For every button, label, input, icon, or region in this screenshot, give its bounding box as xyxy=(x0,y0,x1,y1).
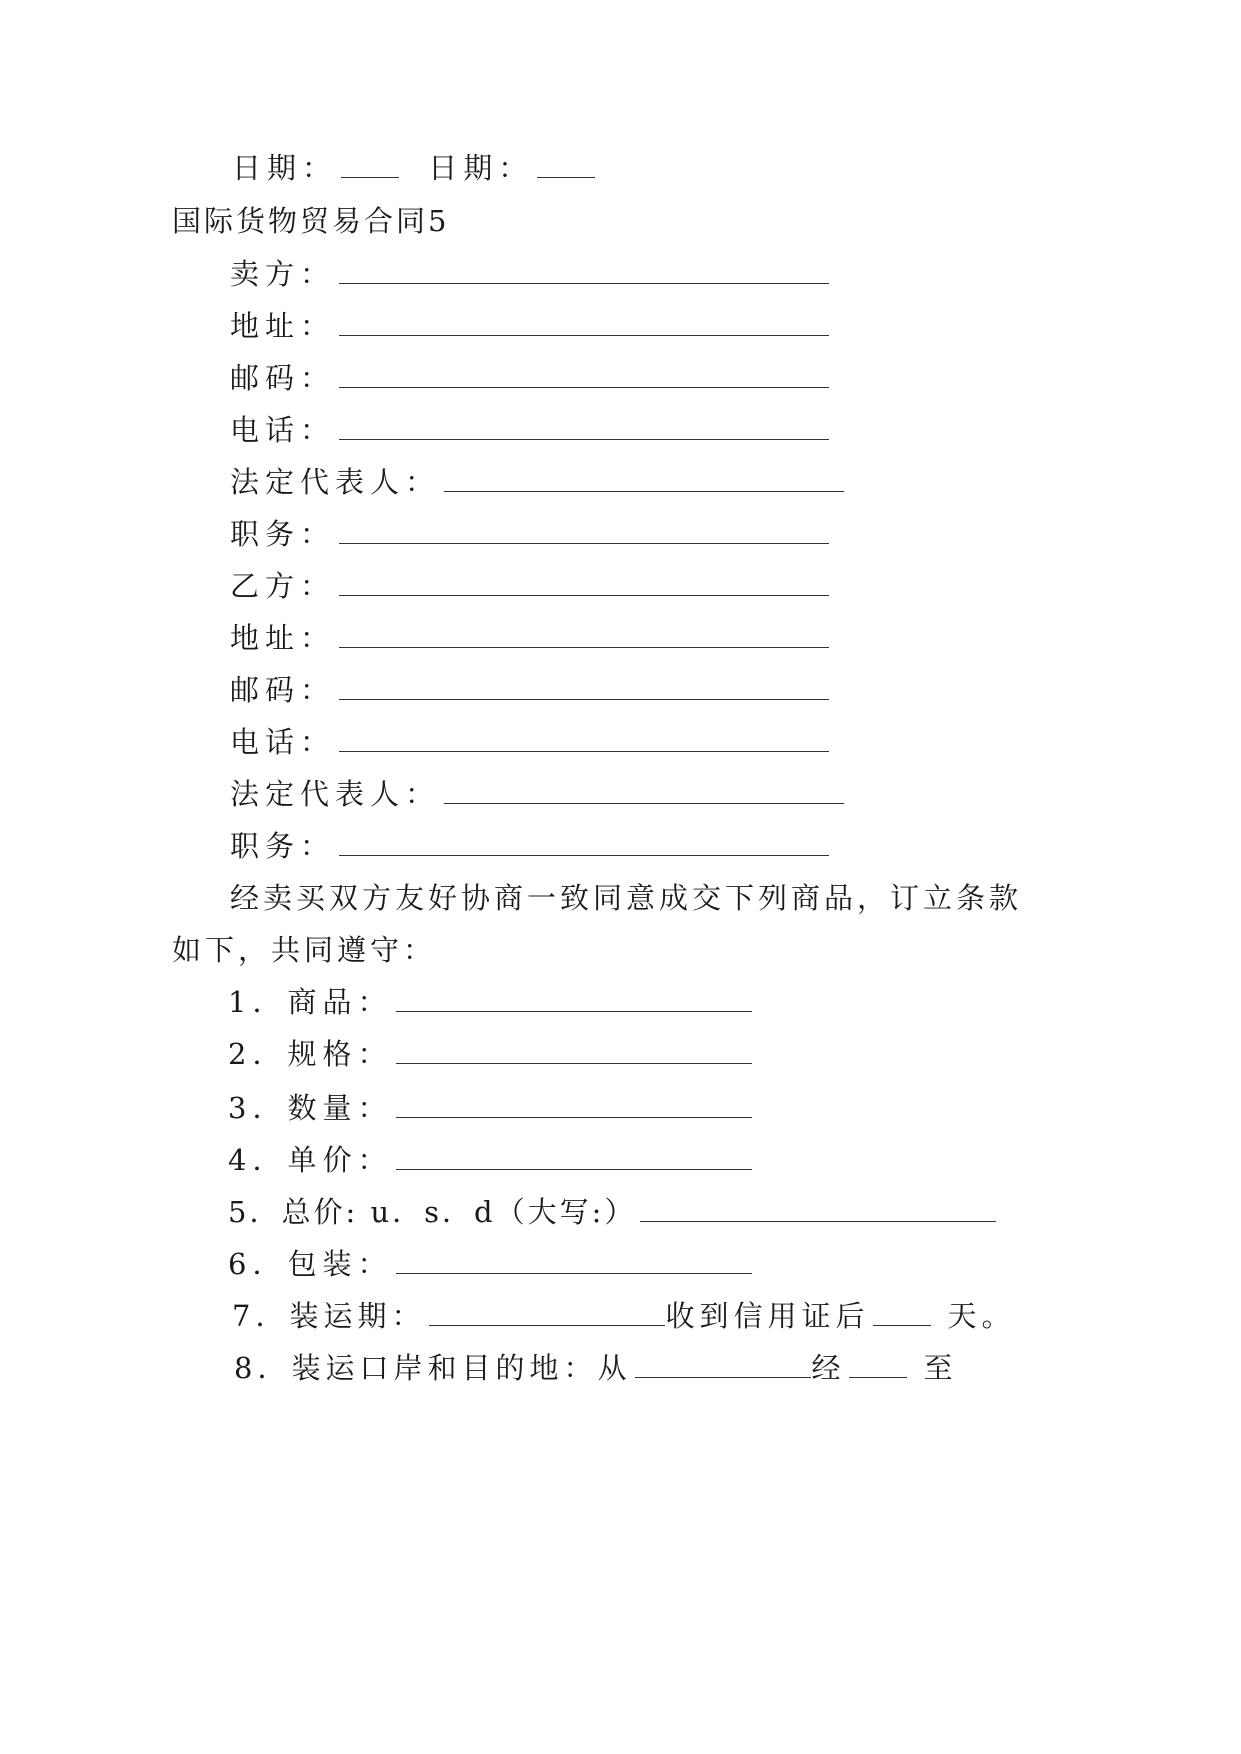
port-via-blank[interactable] xyxy=(849,1351,907,1378)
seller-address-row xyxy=(230,308,829,344)
clause-unit-price xyxy=(228,1142,752,1178)
unit-price-blank[interactable] xyxy=(396,1143,752,1170)
buyer-postcode-row xyxy=(230,672,829,708)
clause-text: 天。 xyxy=(947,1299,1016,1333)
seller-rep-row xyxy=(230,464,844,500)
shipment-days-blank[interactable] xyxy=(873,1299,931,1326)
clause-total-price xyxy=(228,1194,996,1230)
shipment-period-blank[interactable] xyxy=(429,1299,665,1326)
date-label-1: 日期： xyxy=(232,151,338,185)
clause-quantity xyxy=(228,1090,752,1126)
buyer-row xyxy=(230,568,829,604)
field-label: 法定代表人： xyxy=(230,465,441,499)
seller-blank[interactable] xyxy=(339,257,829,284)
field-label: 法定代表人： xyxy=(230,777,441,811)
seller-postcode-row xyxy=(230,360,829,396)
date-line xyxy=(232,150,595,186)
field-label: 电话： xyxy=(230,725,336,759)
clause-goods xyxy=(228,984,752,1020)
buyer-address-blank[interactable] xyxy=(339,621,829,648)
intro-line-2: 如下，共同遵守： xyxy=(172,933,437,967)
clause-label: 7．装运期： xyxy=(232,1299,426,1333)
field-label: 乙方： xyxy=(230,569,336,603)
clause-label: 8．装运口岸和目的地：从 xyxy=(234,1351,632,1385)
buyer-position-row xyxy=(230,828,829,864)
clause-label: 6．包装： xyxy=(228,1247,393,1281)
date-label-2: 日期： xyxy=(428,151,534,185)
field-label: 地址： xyxy=(230,621,336,655)
seller-position-blank[interactable] xyxy=(339,517,829,544)
clause-label: 4．单价： xyxy=(228,1143,393,1177)
field-label: 电话： xyxy=(230,413,336,447)
date-blank-2[interactable] xyxy=(537,151,595,178)
quantity-blank[interactable] xyxy=(396,1091,752,1118)
field-label: 邮码： xyxy=(230,673,336,707)
clause-label: 3．数量： xyxy=(228,1091,393,1125)
buyer-phone-row xyxy=(230,724,829,760)
clause-spec xyxy=(228,1036,752,1072)
field-label: 职务： xyxy=(230,829,336,863)
buyer-rep-row xyxy=(230,776,844,812)
buyer-rep-blank[interactable] xyxy=(444,777,844,804)
date-blank-1[interactable] xyxy=(341,151,399,178)
buyer-phone-blank[interactable] xyxy=(339,725,829,752)
clause-text: 收到信用证后 xyxy=(665,1299,870,1333)
clause-label: 5．总价: u．s．d（大写:） xyxy=(228,1195,637,1229)
seller-rep-blank[interactable] xyxy=(444,465,844,492)
seller-phone-blank[interactable] xyxy=(339,413,829,440)
contract-title: 国际货物贸易合同5 xyxy=(172,204,450,238)
buyer-blank[interactable] xyxy=(339,569,829,596)
clause-shipment xyxy=(232,1298,1015,1334)
buyer-postcode-blank[interactable] xyxy=(339,673,829,700)
intro-line-1: 经卖买双方友好协商一致同意成交下列商品，订立条款 xyxy=(230,881,1023,915)
field-label: 职务： xyxy=(230,517,336,551)
clause-ports xyxy=(234,1350,957,1386)
total-price-blank[interactable] xyxy=(640,1195,996,1222)
clause-packing xyxy=(228,1246,752,1282)
goods-blank[interactable] xyxy=(396,985,752,1012)
seller-row xyxy=(230,256,829,292)
clause-label: 2．规格： xyxy=(228,1037,393,1071)
packing-blank[interactable] xyxy=(396,1247,752,1274)
seller-address-blank[interactable] xyxy=(339,309,829,336)
seller-postcode-blank[interactable] xyxy=(339,361,829,388)
spec-blank[interactable] xyxy=(396,1037,752,1064)
clause-text: 至 xyxy=(923,1351,958,1385)
field-label: 卖方： xyxy=(230,257,336,291)
seller-phone-row xyxy=(230,412,829,448)
buyer-address-row xyxy=(230,620,829,656)
buyer-position-blank[interactable] xyxy=(339,829,829,856)
clause-text: 经 xyxy=(811,1351,846,1385)
field-label: 邮码： xyxy=(230,361,336,395)
clause-label: 1．商品： xyxy=(228,985,393,1019)
field-label: 地址： xyxy=(230,309,336,343)
seller-position-row xyxy=(230,516,829,552)
port-from-blank[interactable] xyxy=(635,1351,811,1378)
